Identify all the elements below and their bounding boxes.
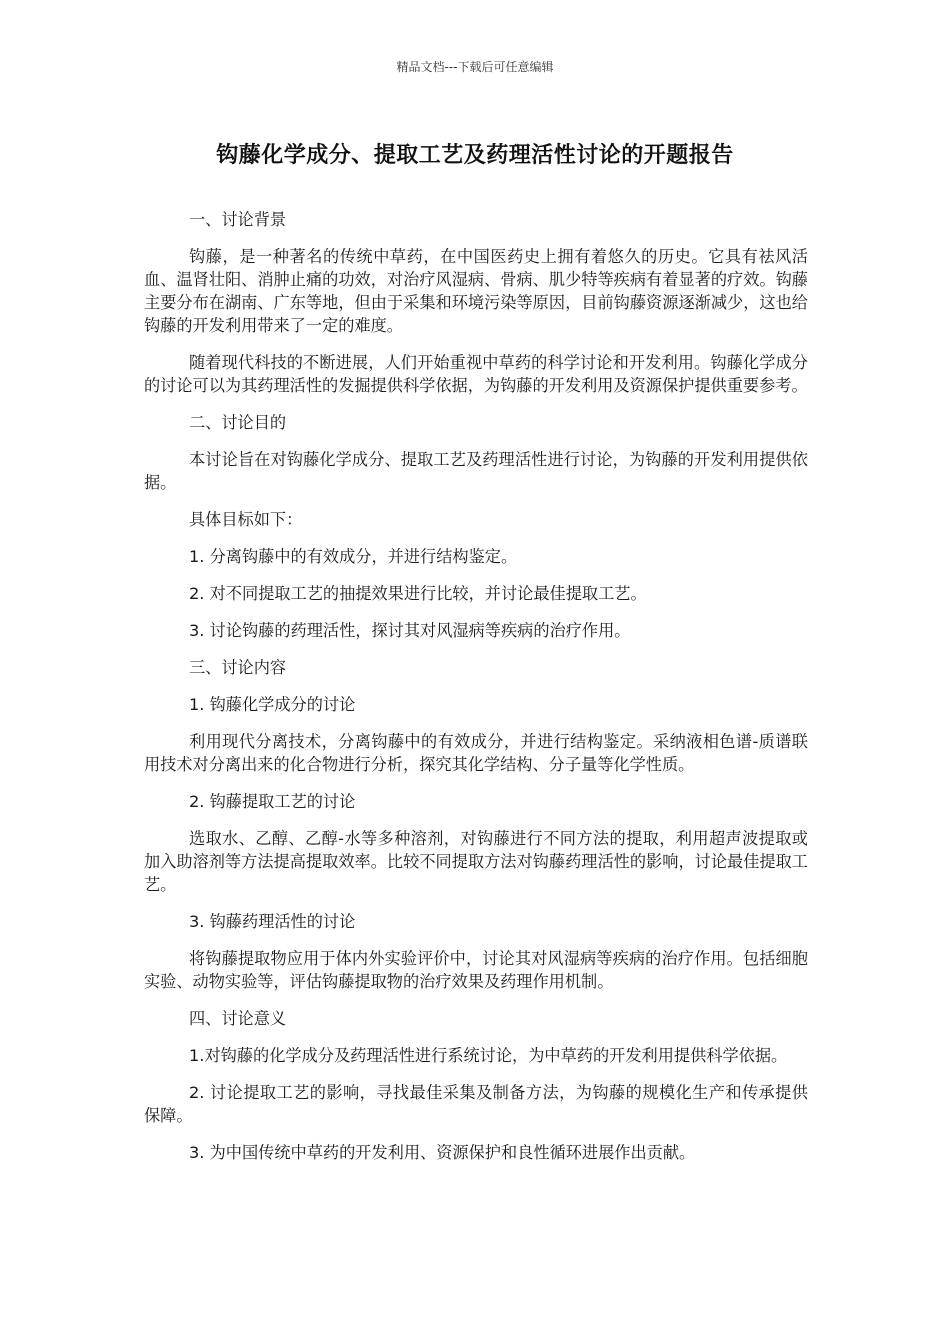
list-item: 1.对钩藤的化学成分及药理活性进行系统讨论，为中草药的开发利用提供科学依据。 bbox=[189, 1046, 788, 1065]
paragraph: 随着现代科技的不断进展，人们开始重视中草药的科学讨论和开发利用。钩藤化学成分的讨论可以为其药理活性的发掘提供科学依据，为钩藤的开发利用及资源保护提供重要参考。 bbox=[144, 353, 808, 395]
section-heading-purpose: 二、讨论目的 bbox=[189, 413, 287, 432]
subsection-heading: 3. 钩藤药理活性的讨论 bbox=[189, 912, 356, 931]
section-heading-significance: 四、讨论意义 bbox=[189, 1009, 287, 1028]
list-item: 3. 为中国传统中草药的开发利用、资源保护和良性循环进展作出贡献。 bbox=[189, 1143, 696, 1162]
list-item: 3. 讨论钩藤的药理活性，探讨其对风湿病等疾病的治疗作用。 bbox=[189, 621, 631, 640]
document-body bbox=[144, 208, 808, 1178]
paragraph: 利用现代分离技术，分离钩藤中的有效成分，并进行结构鉴定。采纳液相色谱-质谱联用技术对分离出来的化合物进行分析，探究其化学结构、分子量等化学性质。 bbox=[144, 732, 808, 774]
paragraph: 钩藤，是一种著名的传统中草药，在中国医药史上拥有着悠久的历史。它具有祛风活血、温肾壮阳、消肿止痛的功效，对治疗风湿病、骨病、肌少特等疾病有着显著的疗效。钩藤主要分布在湖南、广东等地，但由于采集和环境污染等原因，目前钩藤资源逐渐减少，这也给钩藤的开发利用带来了一定的难度。 bbox=[144, 247, 808, 335]
list-item: 1. 分离钩藤中的有效成分，并进行结构鉴定。 bbox=[189, 547, 518, 566]
paragraph: 本讨论旨在对钩藤化学成分、提取工艺及药理活性进行讨论，为钩藤的开发利用提供依据。 bbox=[144, 450, 808, 492]
list-item: 2. 讨论提取工艺的影响，寻找最佳采集及制备方法，为钩藤的规模化生产和传承提供保障。 bbox=[144, 1083, 808, 1125]
header-note: 精品文档---下载后可任意编辑 bbox=[396, 60, 554, 74]
paragraph: 将钩藤提取物应用于体内外实验评价中，讨论其对风湿病等疾病的治疗作用。包括细胞实验、动物实验等，评估钩藤提取物的治疗效果及药理作用机制。 bbox=[144, 949, 808, 991]
document-title: 钩藤化学成分、提取工艺及药理活性讨论的开题报告 bbox=[216, 143, 734, 168]
subsection-heading: 1. 钩藤化学成分的讨论 bbox=[189, 695, 356, 714]
paragraph: 具体目标如下： bbox=[189, 510, 303, 529]
section-heading-background: 一、讨论背景 bbox=[189, 210, 287, 229]
section-heading-content: 三、讨论内容 bbox=[189, 658, 287, 677]
subsection-heading: 2. 钩藤提取工艺的讨论 bbox=[189, 792, 356, 811]
list-item: 2. 对不同提取工艺的抽提效果进行比较，并讨论最佳提取工艺。 bbox=[189, 584, 647, 603]
paragraph: 选取水、乙醇、乙醇-水等多种溶剂，对钩藤进行不同方法的提取，利用超声波提取或加入助溶剂等方法提高提取效率。比较不同提取方法对钩藤药理活性的影响，讨论最佳提取工艺。 bbox=[144, 829, 808, 894]
